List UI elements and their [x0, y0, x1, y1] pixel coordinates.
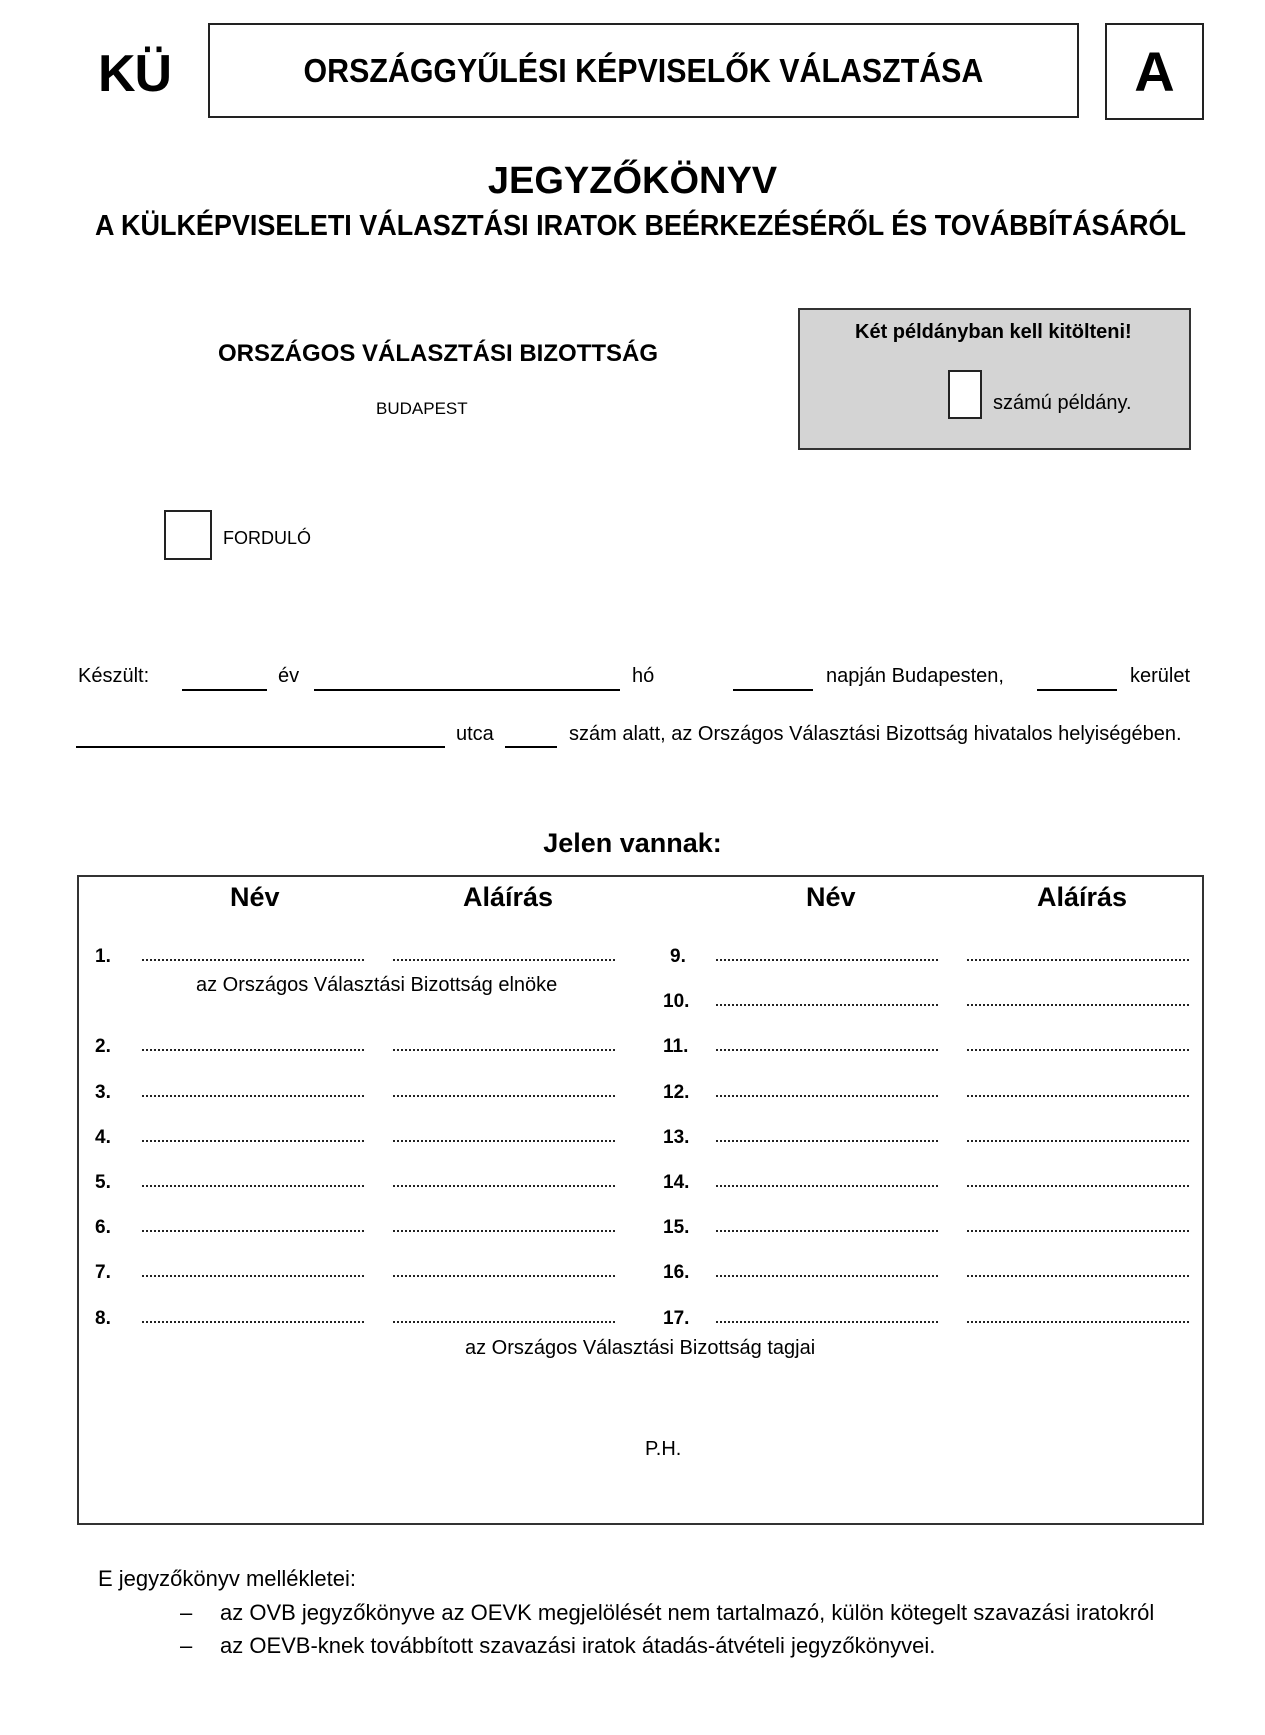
signature-field[interactable] [393, 1049, 615, 1051]
row-number: 10. [663, 991, 690, 1012]
row-number: 12. [663, 1082, 690, 1103]
row-number: 14. [663, 1172, 690, 1193]
committee-city: BUDAPEST [376, 399, 468, 418]
row-number: 17. [663, 1308, 690, 1329]
copy-number-field[interactable] [948, 370, 982, 419]
column-signature-left: Aláírás [463, 882, 554, 912]
document-title: JEGYZŐKÖNYV [487, 160, 778, 202]
row-number: 8. [95, 1308, 111, 1329]
row-number: 1. [95, 946, 111, 967]
round-label: FORDULÓ [223, 528, 312, 548]
name-field[interactable] [716, 1049, 938, 1051]
signature-field[interactable] [393, 1185, 615, 1187]
attachment-item: az OEVB-knek továbbított szavazási iratok átadás-átvételi jegyzőkönyvei. [220, 1633, 936, 1658]
copies-notice: Két példányban kell kitölteni! [855, 321, 1132, 343]
month-label: hó [632, 665, 655, 687]
name-field[interactable] [142, 1140, 364, 1142]
signature-field[interactable] [967, 1321, 1189, 1323]
name-field[interactable] [142, 1049, 364, 1051]
chair-role-label: az Országos Választási Bizottság elnöke [196, 974, 558, 996]
signature-field[interactable] [393, 1321, 615, 1323]
name-field[interactable] [716, 1004, 938, 1006]
name-field[interactable] [716, 959, 938, 961]
day-label: napján Budapesten, [826, 665, 1004, 687]
name-field[interactable] [716, 1140, 938, 1142]
row-number: 6. [95, 1217, 111, 1238]
prepared-label: Készült: [78, 665, 150, 687]
name-field[interactable] [716, 1275, 938, 1277]
signature-field[interactable] [967, 1275, 1189, 1277]
signature-field[interactable] [967, 1140, 1189, 1142]
name-field[interactable] [716, 1321, 938, 1323]
district-field[interactable] [1037, 689, 1117, 691]
form-letter: A [1134, 40, 1175, 103]
signature-field[interactable] [967, 1004, 1189, 1006]
round-field[interactable] [164, 510, 212, 560]
row-number: 2. [95, 1036, 111, 1057]
row-number: 16. [663, 1262, 690, 1283]
name-field[interactable] [142, 1095, 364, 1097]
signature-field[interactable] [967, 959, 1189, 961]
street-label: utca [456, 723, 494, 745]
members-role-label: az Országos Választási Bizottság tagjai [465, 1337, 816, 1359]
signature-field[interactable] [967, 1095, 1189, 1097]
attachments-title: E jegyzőkönyv mellékletei: [98, 1566, 357, 1591]
name-field[interactable] [142, 1230, 364, 1232]
row-number: 3. [95, 1082, 111, 1103]
year-field[interactable] [182, 689, 267, 691]
name-field[interactable] [142, 1185, 364, 1187]
day-field[interactable] [733, 689, 813, 691]
copy-number-label: számú példány. [993, 392, 1132, 414]
row-number: 4. [95, 1127, 111, 1148]
signature-field[interactable] [967, 1049, 1189, 1051]
column-name-left: Név [230, 882, 280, 912]
signature-field[interactable] [393, 1230, 615, 1232]
column-name-right: Név [806, 882, 856, 912]
name-field[interactable] [716, 1230, 938, 1232]
district-label: kerület [1130, 665, 1191, 687]
document-subtitle-text: A KÜLKÉPVISELETI VÁLASZTÁSI IRATOK BEÉRKEZÉSÉRŐL ÉS TOVÁBBÍTÁSÁRÓL [94, 210, 1186, 242]
column-signature-right: Aláírás [1037, 882, 1128, 912]
month-field[interactable] [314, 689, 620, 691]
election-title: ORSZÁGGYŰLÉSI KÉPVISELŐK VÁLASZTÁSA [303, 51, 984, 89]
attachment-item: az OVB jegyzőkönyve az OEVK megjelölését nem tartalmazó, külön kötegelt szavazási iratokról [220, 1600, 1155, 1625]
election-title-box [208, 23, 1079, 118]
document-subtitle [0, 210, 1265, 243]
name-field[interactable] [142, 1275, 364, 1277]
signature-field[interactable] [393, 1140, 615, 1142]
committee-name: ORSZÁGOS VÁLASZTÁSI BIZOTTSÁG [218, 340, 659, 367]
name-field[interactable] [142, 959, 364, 961]
signature-field[interactable] [393, 1275, 615, 1277]
name-field[interactable] [142, 1321, 364, 1323]
attachment-bullet: – [180, 1600, 193, 1625]
attachment-bullet: – [180, 1633, 193, 1658]
signature-field[interactable] [393, 1095, 615, 1097]
row-number: 9. [670, 946, 686, 967]
stamp-placeholder: P.H. [645, 1438, 682, 1460]
row-number: 5. [95, 1172, 111, 1193]
row-number: 13. [663, 1127, 690, 1148]
signature-field[interactable] [393, 959, 615, 961]
signature-field[interactable] [967, 1185, 1189, 1187]
street-field[interactable] [76, 746, 445, 748]
form-letter-box [1105, 23, 1204, 120]
name-field[interactable] [716, 1185, 938, 1187]
row-number: 11. [663, 1036, 689, 1057]
number-field[interactable] [505, 746, 557, 748]
form-code: KÜ [98, 45, 172, 103]
attendance-title: Jelen vannak: [543, 828, 722, 858]
attendance-table [77, 875, 1204, 1525]
name-field[interactable] [716, 1095, 938, 1097]
signature-field[interactable] [967, 1230, 1189, 1232]
row-number: 7. [95, 1262, 111, 1283]
row-number: 15. [663, 1217, 690, 1238]
address-suffix: szám alatt, az Országos Választási Bizottság hivatalos helyiségében. [569, 723, 1182, 745]
year-label: év [278, 665, 300, 687]
